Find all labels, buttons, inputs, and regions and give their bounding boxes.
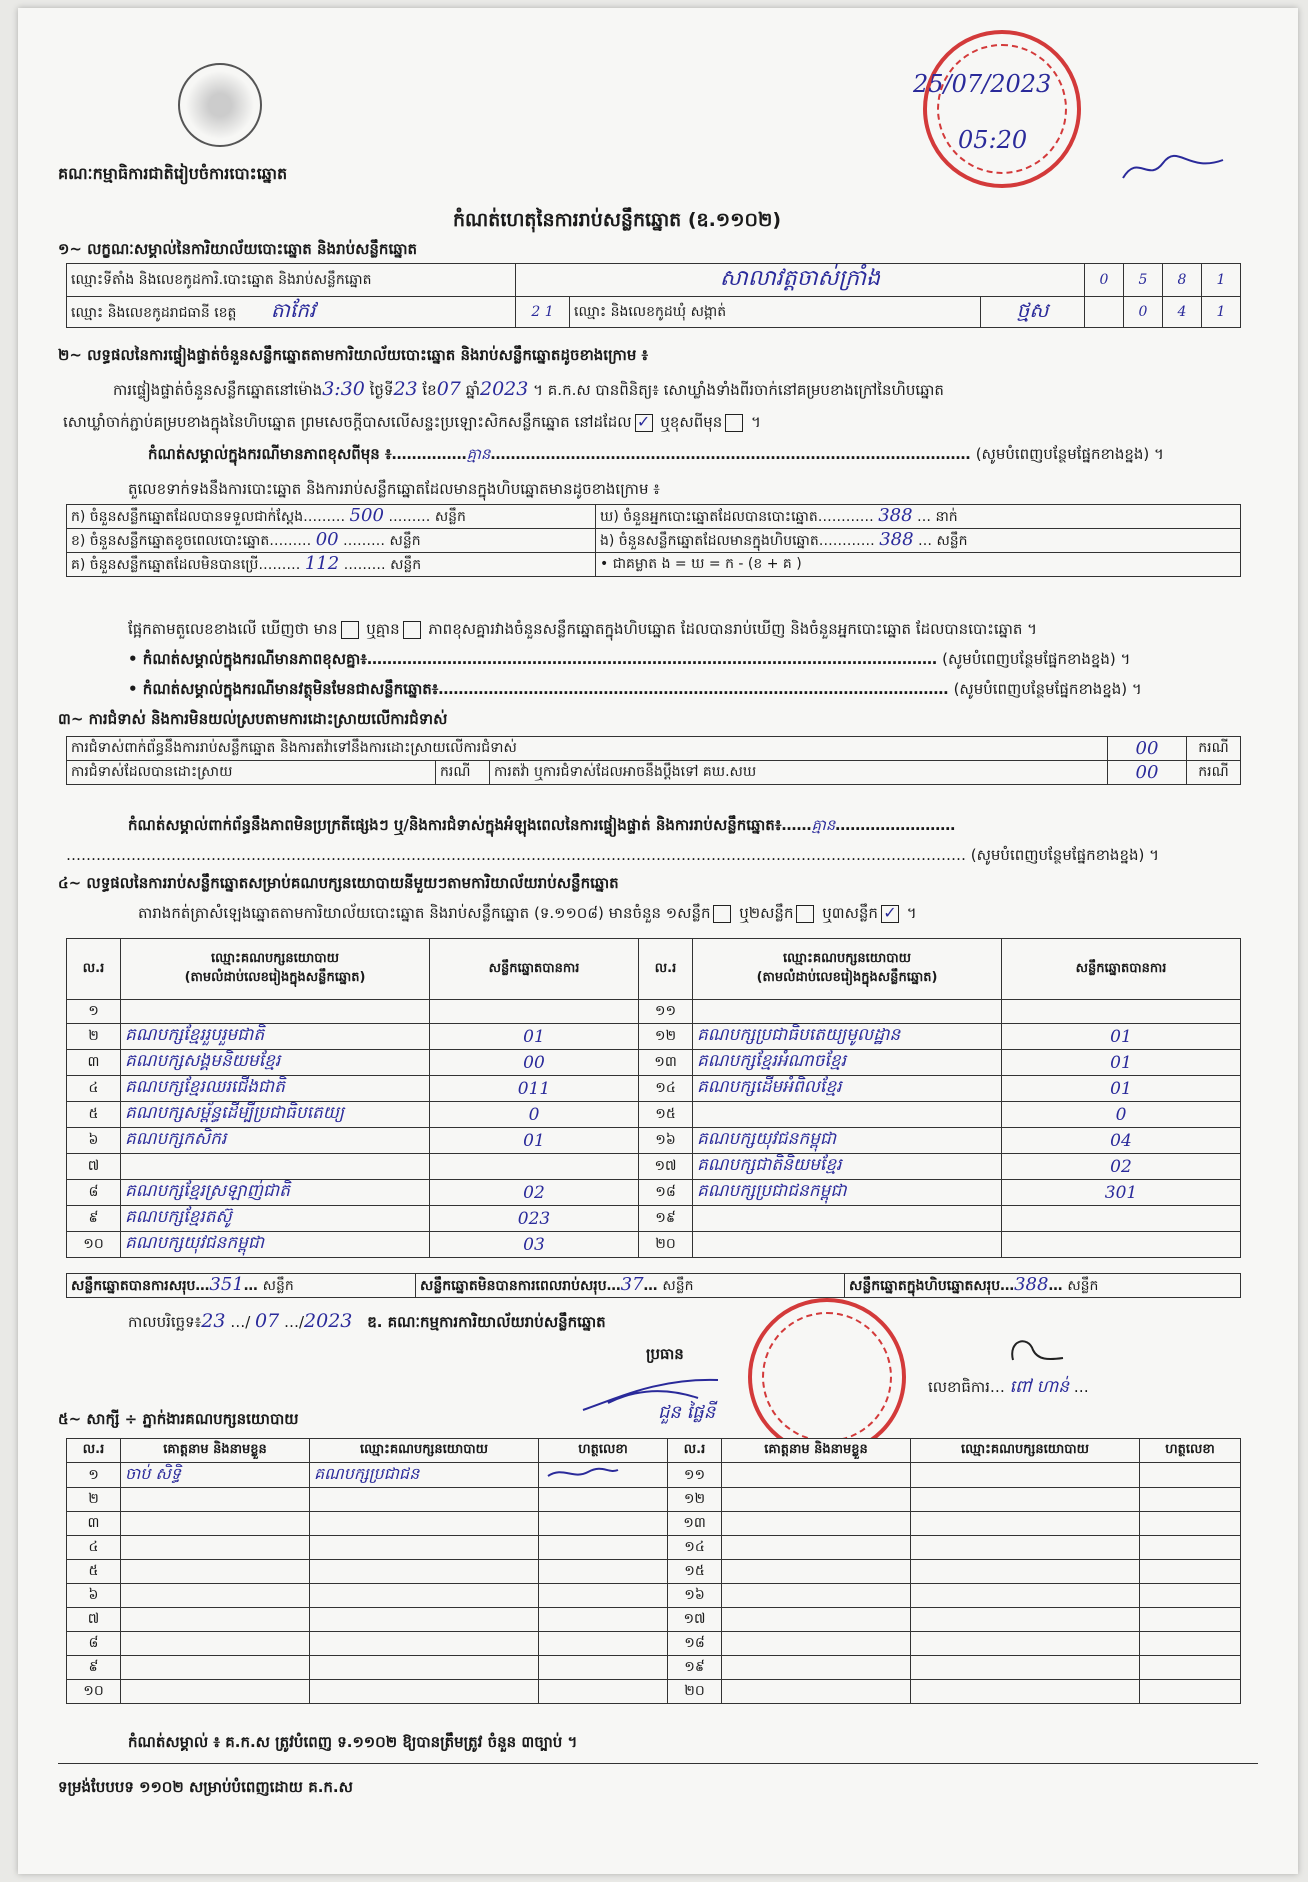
party-results-table <box>66 938 1241 1258</box>
witness-signature <box>1140 1584 1241 1608</box>
row-number: ១ <box>67 1000 121 1024</box>
witness-row <box>67 1584 1241 1608</box>
unit-label: ករណី <box>1187 761 1241 785</box>
row-number: ២ <box>67 1024 121 1050</box>
section2-heading: ២~ លទ្ធផលនៃការផ្ទៀងផ្ទាត់ចំនួនសន្លឹកឆ្នោតតាមការិយាល័យបោះឆ្នោត និងរាប់សន្លឹកឆ្នោតដូចខាងក្រោម ៖ <box>58 346 649 364</box>
party-votes: 01 <box>1002 1050 1241 1076</box>
footer-divider <box>58 1763 1258 1764</box>
document-page <box>18 8 1298 1874</box>
witness-party <box>911 1608 1140 1632</box>
witness-name <box>121 1608 310 1632</box>
chair-label: ប្រធាន <box>646 1345 684 1363</box>
witness-name <box>722 1560 911 1584</box>
party-name: គណបក្សប្រជាធិបតេយ្យមូលដ្ឋាន <box>693 1024 1002 1050</box>
difference-note: • កំណត់សម្គាល់ក្នុងករណីមានភាពខុសគ្នា៖…………………………………………………………………………………………………… (សូមបំពេញបន្ថែមផ្នែកខាងខ្នង) ។ <box>128 650 1131 668</box>
check-year: 2023 <box>479 378 529 400</box>
total-invalid: សន្លឹកឆ្នោតមិនបានការពេលរាប់សរុប…37… សន្លឹក <box>416 1274 845 1298</box>
col-no: ល.រ <box>668 1439 722 1463</box>
witness-row <box>67 1560 1241 1584</box>
commune-digit: 1 <box>1202 297 1241 328</box>
party-name: គណបក្សប្រជាជនកម្ពុជា <box>693 1180 1002 1206</box>
row-number: ៣ <box>67 1050 121 1076</box>
witness-party <box>911 1488 1140 1512</box>
row-number: ៦ <box>67 1128 121 1154</box>
stamp-time: 05:20 <box>958 126 1028 154</box>
row-number: ១១ <box>639 1000 693 1024</box>
appeal-label: ការតវ៉ា ឬការជំទាស់ដែលអាចនឹងប្ដឹងទៅ គឃ.សឃ <box>490 761 1108 785</box>
witness-name <box>722 1512 911 1536</box>
party-votes: 02 <box>1002 1154 1241 1180</box>
witness-signature <box>539 1488 668 1512</box>
tally-sheet-line: តារាងកត់ត្រាសំឡេងឆ្នោតតាមការិយាល័យបោះឆ្នោត និងរាប់សន្លឹកឆ្នោត (ទ.១១០៨) មានចំនួន ១សន្លឹក ឬ២សន្លឹក ឬ៣សន្លឹក ✓ ។ <box>138 902 917 922</box>
check-month: 07 <box>436 378 461 400</box>
party-row <box>67 1076 1241 1102</box>
witness-party <box>911 1680 1140 1704</box>
witness-row <box>67 1680 1241 1704</box>
figures-intro: តួលេខទាក់ទងនឹងការបោះឆ្នោត និងការរាប់សន្លឹកឆ្នោតដែលមានក្នុងហិបឆ្នោតមានដូចខាងក្រោម ៖ <box>128 480 660 498</box>
station-digit: 5 <box>1124 264 1163 297</box>
figures-row <box>67 529 1241 553</box>
witness-signature <box>539 1584 668 1608</box>
witness-signature <box>1140 1463 1241 1488</box>
top-signature <box>1118 148 1228 188</box>
station-label: ឈ្មោះទីតាំង និងលេខកូដការិ.បោះឆ្នោត និងរាប់សន្លឹកឆ្នោត <box>67 264 516 297</box>
witness-name <box>722 1632 911 1656</box>
witness-table <box>66 1438 1241 1704</box>
witness-name <box>121 1512 310 1536</box>
row-number: ២០ <box>639 1232 693 1258</box>
witness-signature <box>1140 1656 1241 1680</box>
form-title: កំណត់ហេតុនៃការរាប់សន្លឹកឆ្នោត (ឧ.១១០២) <box>453 209 782 231</box>
party-votes: 01 <box>1002 1024 1241 1050</box>
row-number: ២០ <box>668 1680 722 1704</box>
row-number: ១៨ <box>668 1632 722 1656</box>
witness-signature <box>1140 1512 1241 1536</box>
station-table <box>66 263 1241 328</box>
check-time: 3:30 <box>322 378 365 400</box>
change-note: កំណត់សម្គាល់ក្នុងករណីមានភាពខុសពីមុន ៖……………គ្មាន…………………………………………………………………………………… (សូមបំពេញបន្ថែមផ្នែកខាងខ្នង) ។ <box>148 445 1164 463</box>
station-digit: 8 <box>1163 264 1202 297</box>
row-number: ២ <box>67 1488 121 1512</box>
province-label: ឈ្មោះ និងលេខកូដរាជធានី ខេត្ត តាកែវ <box>67 297 516 328</box>
commune-digit: 4 <box>1163 297 1202 328</box>
party-name: គណបក្សសង្គមនិយមខ្មែរ <box>121 1050 430 1076</box>
witness-name <box>121 1560 310 1584</box>
ballots-in-box: ង) ចំនួនសន្លឹកឆ្នោតដែលមានក្នុងហិបឆ្នោត………… 388 … សន្លឹក <box>596 529 1241 553</box>
footer-note: កំណត់សម្គាល់ ៖ គ.ក.ស ត្រូវបំពេញ ទ.១១០២ ឱ្យបានត្រឹមត្រូវ ចំនួន ៣ច្បាប់ ។ <box>128 1733 578 1751</box>
col-votes: សន្លឹកឆ្នោតបានការ <box>1002 939 1241 1000</box>
secretary-signature <box>1003 1330 1073 1370</box>
witness-party <box>911 1656 1140 1680</box>
party-votes: 301 <box>1002 1180 1241 1206</box>
party-votes: 0 <box>1002 1102 1241 1128</box>
section1-heading: ១~ លក្ខណៈសម្គាល់នៃការិយាល័យបោះឆ្នោត និងរាប់សន្លឹកឆ្នោត <box>58 240 418 258</box>
commune-digit: 0 <box>1124 297 1163 328</box>
party-votes <box>1002 1232 1241 1258</box>
row-number: ៦ <box>67 1584 121 1608</box>
unit-label: ករណី <box>1187 737 1241 761</box>
party-name <box>693 1000 1002 1024</box>
witness-name <box>121 1488 310 1512</box>
row-number: ៨ <box>67 1180 121 1206</box>
secretary: លេខាធិការ… ពៅ ហាន់ … <box>928 1377 1089 1397</box>
col-party: ឈ្មោះគណបក្សនយោបាយ <box>310 1439 539 1463</box>
difference-no-checkbox[interactable] <box>403 621 421 639</box>
nec-logo <box>178 63 262 147</box>
objections-label: ការជំទាស់ពាក់ព័ន្ធនឹងការរាប់សន្លឹកឆ្នោត និងការតវ៉ាទៅនឹងការដោះស្រាយលើការជំទាស់ <box>67 737 1108 761</box>
row-number: ១ <box>67 1463 121 1488</box>
party-name <box>693 1102 1002 1128</box>
witness-row <box>67 1608 1241 1632</box>
party-votes: 0 <box>430 1102 639 1128</box>
commune-name: ថ្មស <box>981 297 1085 328</box>
section3-heading: ៣~ ការជំទាស់ និងការមិនយល់ស្របតាមការដោះស្រាយលើការជំទាស់ <box>58 710 448 728</box>
witness-signature <box>1140 1632 1241 1656</box>
row-number: ៨ <box>67 1632 121 1656</box>
irregularity-note-value: គ្មាន <box>811 816 836 834</box>
row-number: ១២ <box>668 1488 722 1512</box>
witness-signature <box>539 1632 668 1656</box>
spoiled-ballots: ខ) ចំនួនសន្លឹកឆ្នោតខូចពេលបោះឆ្នោត……… 00 ……… សន្លឹក <box>67 529 596 553</box>
col-no: ល.រ <box>67 1439 121 1463</box>
appeal-count: 00 <box>1108 761 1187 785</box>
party-row <box>67 1180 1241 1206</box>
row-number: ១២ <box>639 1024 693 1050</box>
witness-name <box>121 1656 310 1680</box>
col-party: ឈ្មោះគណបក្សនយោបាយ <box>911 1439 1140 1463</box>
figures-table <box>66 504 1241 577</box>
witness-party <box>310 1488 539 1512</box>
party-votes: 02 <box>430 1180 639 1206</box>
witness-signature <box>539 1463 668 1488</box>
witness-name <box>722 1463 911 1488</box>
row-number: ១០ <box>67 1232 121 1258</box>
formula: • ជាគម្លាត ង = ឃ = ក - (ខ + គ ) <box>596 553 1241 577</box>
voters-count: ឃ) ចំនួនអ្នកបោះឆ្នោតដែលបានបោះឆ្នោត………… 388 … នាក់ <box>596 505 1241 529</box>
witness-signature <box>539 1536 668 1560</box>
witness-name <box>121 1584 310 1608</box>
row-number: ៤ <box>67 1536 121 1560</box>
witness-party <box>310 1584 539 1608</box>
row-number: ៤ <box>67 1076 121 1102</box>
witness-signature <box>539 1608 668 1632</box>
party-votes: 01 <box>1002 1076 1241 1102</box>
party-name: គណបក្សសម្ព័ន្ធដើម្បីប្រជាធិបតេយ្យ <box>121 1102 430 1128</box>
irregularity-hint: ……………………………………………………………………………………………………………………………………………………………… (សូមបំពេញបន្ថែមផ្នែកខាងខ្នង) ។ <box>66 846 1160 864</box>
witness-party <box>310 1656 539 1680</box>
party-votes <box>1002 1206 1241 1232</box>
row-number: ១៤ <box>668 1536 722 1560</box>
witness-name: ចាប់ សិទ្ធិ <box>121 1463 310 1488</box>
witness-signature <box>1140 1536 1241 1560</box>
section5-heading: ៥~ សាក្សី ÷ ភ្នាក់ងារគណបក្សនយោបាយ <box>58 1410 299 1428</box>
party-row <box>67 1154 1241 1180</box>
row-number: ១០ <box>67 1680 121 1704</box>
party-name: គណបក្សយុវជនកម្ពុជា <box>693 1128 1002 1154</box>
party-votes: 04 <box>1002 1128 1241 1154</box>
row-number: ៧ <box>67 1608 121 1632</box>
row-number: ១៥ <box>639 1102 693 1128</box>
party-row <box>67 1024 1241 1050</box>
witness-signature <box>1140 1608 1241 1632</box>
unchanged-checkbox[interactable]: ✓ <box>635 414 653 432</box>
row-number: ៥ <box>67 1102 121 1128</box>
party-name: គណបក្សយុវជនកម្ពុជា <box>121 1232 430 1258</box>
witness-row <box>67 1463 1241 1488</box>
col-name: គោត្តនាម និងនាមខ្លួន <box>722 1439 911 1463</box>
witness-party <box>310 1680 539 1704</box>
witness-name <box>121 1632 310 1656</box>
row-number: ៥ <box>67 1560 121 1584</box>
witness-signature <box>539 1680 668 1704</box>
col-party: ឈ្មោះគណបក្សនយោបាយ (តាមលំដាប់លេខរៀងក្នុងសន្លឹកឆ្នោត) <box>121 939 430 1000</box>
witness-row <box>67 1488 1241 1512</box>
received-ballots: ក) ចំនួនសន្លឹកឆ្នោតដែលបានទទួលជាក់ស្ដែង……… 500 ……… សន្លឹក <box>67 505 596 529</box>
committee-stamp <box>748 1298 906 1456</box>
irregularity-note: កំណត់សម្គាល់ពាក់ព័ន្ធនឹងភាពមិនប្រក្រតីផ្សេងៗ ឬ/និងការជំទាស់ក្នុងអំឡុងពេលនៃការផ្ទៀងផ្ទាត់ និងការរាប់សន្លឹកឆ្នោត៖……គ្មាន…………………… <box>128 816 956 834</box>
change-note-value: គ្មាន <box>466 445 491 463</box>
witness-name <box>121 1536 310 1560</box>
total-in-box: សន្លឹកឆ្នោតក្នុងហិបឆ្នោតសរុប…388… សន្លឹក <box>845 1274 1241 1298</box>
witness-name <box>722 1608 911 1632</box>
row-number: ១៨ <box>639 1180 693 1206</box>
objections-table <box>66 736 1241 785</box>
party-name: គណបក្សជាតិនិយមខ្មែរ <box>693 1154 1002 1180</box>
row-number: ៩ <box>67 1656 121 1680</box>
witness-name <box>722 1488 911 1512</box>
party-name: គណបក្សខ្មែរតស៊ូ <box>121 1206 430 1232</box>
party-votes <box>1002 1000 1241 1024</box>
three-sheet-checkbox[interactable]: ✓ <box>881 905 899 923</box>
witness-party <box>310 1536 539 1560</box>
total-valid: សន្លឹកឆ្នោតបានការសរុប…351… សន្លឹក <box>67 1274 416 1298</box>
check-day: 23 <box>393 378 418 400</box>
changed-checkbox[interactable] <box>725 414 743 432</box>
col-sign: ហត្ថលេខា <box>1140 1439 1241 1463</box>
party-name: គណបក្សដើមអំពិលខ្មែរ <box>693 1076 1002 1102</box>
station-digit: 1 <box>1202 264 1241 297</box>
seal-check-line: សោឃ្លាំចាក់ភ្ជាប់គម្របខាងក្នុងនៃហិបឆ្នោត ព្រមសេចក្ដីបាសលើសន្ទះប្រឡោះសិកសន្លឹកឆ្នោត នៅដដែល ✓ ឬខុសពីមុន ។ <box>63 411 761 431</box>
party-row <box>67 1128 1241 1154</box>
party-row <box>67 1102 1241 1128</box>
party-name: គណបក្សខ្មែររួបរួមជាតិ <box>121 1024 430 1050</box>
witness-row <box>67 1512 1241 1536</box>
witness-party <box>310 1608 539 1632</box>
resolved-label: ការជំទាស់ដែលបានដោះស្រាយ <box>67 761 436 785</box>
row-number: ១៦ <box>639 1128 693 1154</box>
difference-yes-checkbox[interactable] <box>341 621 359 639</box>
party-row <box>67 1206 1241 1232</box>
party-name: គណបក្សកសិករ <box>121 1128 430 1154</box>
row-number: ១៣ <box>668 1512 722 1536</box>
commune-label: ឈ្មោះ និងលេខកូដឃុំ សង្កាត់ <box>570 297 981 328</box>
check-time-line: ការផ្ទៀងផ្ទាត់ចំនួនសន្លឹកឆ្នោតនៅម៉ោង3:30 ថ្ងៃទី23 ខែ07 ឆ្នាំ2023 ។ គ.ក.ស បានពិនិត្យ៖ សោឃ្លាំងទាំងពីរចាក់នៅគម្របខាងក្រៅនៃហិបឆ្នោត <box>113 378 944 400</box>
witness-name <box>722 1680 911 1704</box>
row-number: ១៦ <box>668 1584 722 1608</box>
col-no: ល.រ <box>639 939 693 1000</box>
form-reference: ទម្រង់បែបបទ ១១០២ សម្រាប់បំពេញដោយ គ.ក.ស <box>58 1778 353 1796</box>
witness-signature <box>539 1560 668 1584</box>
witness-signature <box>1140 1560 1241 1584</box>
province-name: តាកែវ <box>270 298 316 322</box>
witness-signature <box>1140 1680 1241 1704</box>
figures-row <box>67 505 1241 529</box>
witness-party <box>911 1632 1140 1656</box>
witness-row <box>67 1656 1241 1680</box>
unit-label: ករណី <box>436 761 490 785</box>
col-party: ឈ្មោះគណបក្សនយោបាយ (តាមលំដាប់លេខរៀងក្នុងសន្លឹកឆ្នោត) <box>693 939 1002 1000</box>
row-number: ១៩ <box>639 1206 693 1232</box>
party-votes: 01 <box>430 1128 639 1154</box>
witness-party <box>911 1536 1140 1560</box>
row-number: ១៥ <box>668 1560 722 1584</box>
witness-party <box>911 1584 1140 1608</box>
party-name: គណបក្សខ្មែរអំណាចខ្មែរ <box>693 1050 1002 1076</box>
party-name <box>121 1154 430 1180</box>
row-number: ១១ <box>668 1463 722 1488</box>
row-number: ១៣ <box>639 1050 693 1076</box>
party-name: គណបក្សខ្មែរឈរជើងជាតិ <box>121 1076 430 1102</box>
party-name <box>693 1232 1002 1258</box>
totals-table <box>66 1273 1241 1298</box>
col-name: គោត្តនាម និងនាមខ្លួន <box>121 1439 310 1463</box>
witness-name <box>121 1680 310 1704</box>
party-votes <box>430 1000 639 1024</box>
commission-name: គណៈកម្មាធិការជាតិរៀបចំការបោះឆ្នោត <box>58 164 288 183</box>
party-votes: 01 <box>430 1024 639 1050</box>
witness-row <box>67 1632 1241 1656</box>
row-number: ៣ <box>67 1512 121 1536</box>
party-name: គណបក្សខ្មែរស្រឡាញ់ជាតិ <box>121 1180 430 1206</box>
unused-ballots: គ) ចំនួនសន្លឹកឆ្នោតដែលមិនបានប្រើ……… 112 ……… សន្លឹក <box>67 553 596 577</box>
party-row <box>67 1232 1241 1258</box>
row-number: ៧ <box>67 1154 121 1180</box>
witness-party <box>911 1512 1140 1536</box>
row-number: ១៩ <box>668 1656 722 1680</box>
witness-signature <box>539 1512 668 1536</box>
party-votes: 00 <box>430 1050 639 1076</box>
col-sign: ហត្ថលេខា <box>539 1439 668 1463</box>
section4-heading: ៤~ លទ្ធផលនៃការរាប់សន្លឹកឆ្នោតសម្រាប់គណបក្សនយោបាយនីមួយៗតាមការិយាល័យរាប់សន្លឹកឆ្នោត <box>58 874 619 892</box>
witness-name <box>722 1536 911 1560</box>
objections-count: 00 <box>1108 737 1187 761</box>
witness-row <box>67 1536 1241 1560</box>
received-stamp <box>923 30 1081 188</box>
witness-name <box>722 1656 911 1680</box>
witness-signature <box>539 1656 668 1680</box>
row-number: ១៤ <box>639 1076 693 1102</box>
one-sheet-checkbox[interactable] <box>713 905 731 923</box>
difference-line: ផ្អែកតាមតួលេខខាងលើ ឃើញថា មាន ឬគ្មាន ភាពខុសគ្នារវាងចំនួនសន្លឹកឆ្នោតក្នុងហិបឆ្នោត ដែលបានរាប់ឃើញ និងចំនួនអ្នកបោះឆ្នោត ដែលបានបោះឆ្នោត ។ <box>128 620 1038 638</box>
province-digits: 2 1 <box>516 297 570 328</box>
witness-party <box>911 1560 1140 1584</box>
witness-party <box>911 1463 1140 1488</box>
foreign-object-note: • កំណត់សម្គាល់ក្នុងករណីមានវត្ថុមិនមែនជាសន្លឹកឆ្នោត៖………………………………………………………………………………………… (សូមបំពេញបន្ថែមផ្នែកខាងខ្នង) ។ <box>128 680 1142 698</box>
stamp-date: 25/07/2023 <box>913 70 1052 98</box>
party-votes: 011 <box>430 1076 639 1102</box>
row-number: ១៧ <box>639 1154 693 1180</box>
row-number: ១៧ <box>668 1608 722 1632</box>
witness-signature <box>1140 1488 1241 1512</box>
station-name: សាលាវត្តចាស់ក្រាំង <box>516 264 1085 297</box>
party-name <box>121 1000 430 1024</box>
row-number: ៩ <box>67 1206 121 1232</box>
col-no: ល.រ <box>67 939 121 1000</box>
party-votes: 023 <box>430 1206 639 1232</box>
witness-party <box>310 1632 539 1656</box>
party-votes: 03 <box>430 1232 639 1258</box>
report-date: កាលបរិច្ឆេទ៖23 …/ 07 …/2023 ឌ. គណៈកម្មការការិយាល័យរាប់សន្លឹកឆ្នោត <box>128 1310 606 1332</box>
witness-party <box>310 1512 539 1536</box>
figures-row <box>67 553 1241 577</box>
witness-name <box>722 1584 911 1608</box>
witness-party: គណបក្សប្រជាជន <box>310 1463 539 1488</box>
chair-name: ជួន ផ្លៃនី <box>658 1402 716 1423</box>
party-name <box>693 1206 1002 1232</box>
station-digit: 0 <box>1085 264 1124 297</box>
witness-party <box>310 1560 539 1584</box>
party-votes <box>430 1154 639 1180</box>
party-row <box>67 1050 1241 1076</box>
party-row <box>67 1000 1241 1024</box>
two-sheet-checkbox[interactable] <box>796 905 814 923</box>
col-votes: សន្លឹកឆ្នោតបានការ <box>430 939 639 1000</box>
